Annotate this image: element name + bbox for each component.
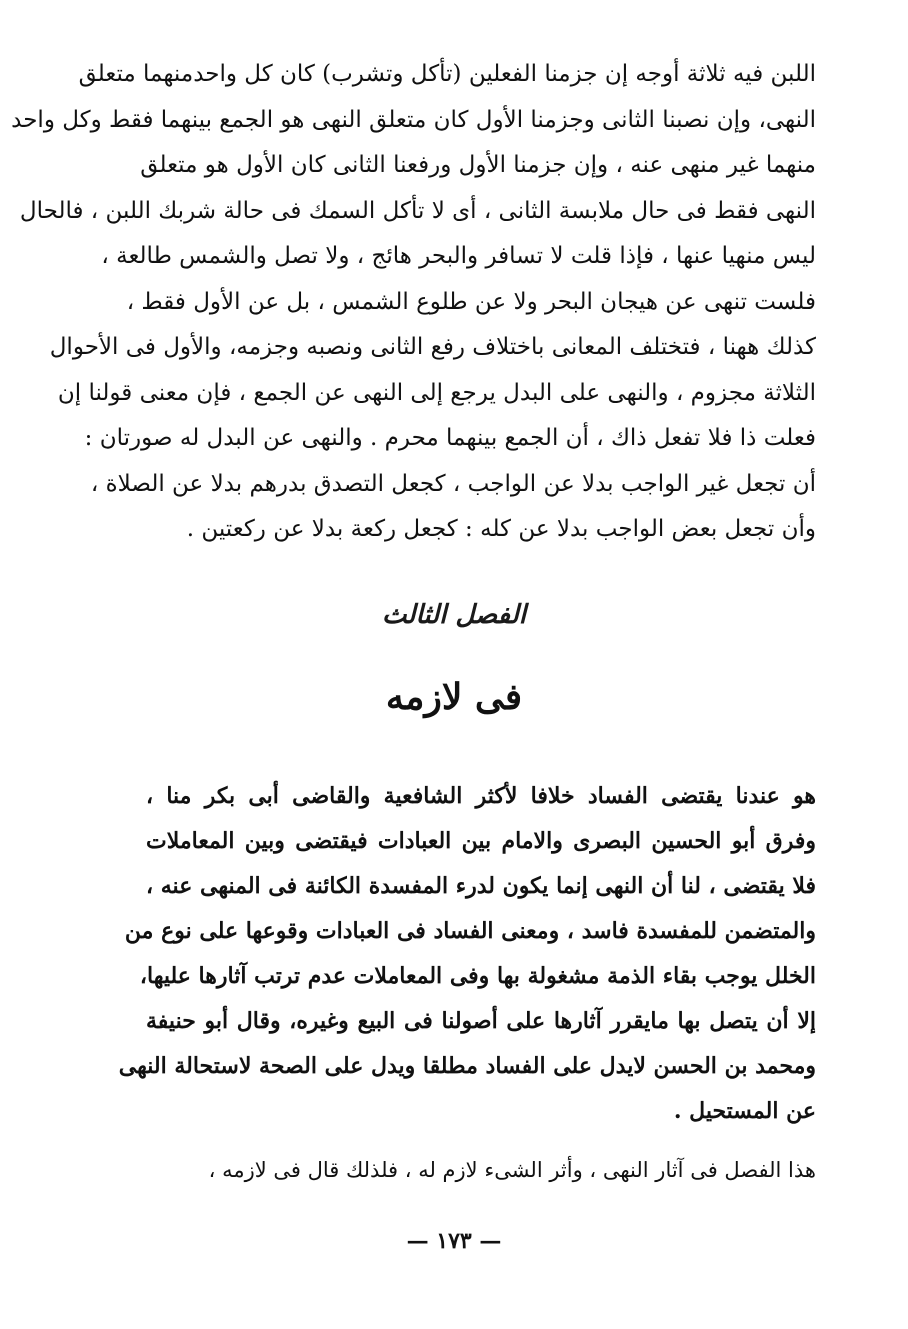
text-line: وفرق أبو الحسين البصرى والامام بين العبادات فيقتضى وبين المعاملات: [146, 828, 816, 854]
paragraph-corruption-ruling: [118, 774, 816, 1134]
text-line: عن المستحيل .: [673, 1098, 816, 1124]
text-line: الخلل يوجب بقاء الذمة مشغولة بها وفى المعاملات عدم ترتب آثارها عليها،: [139, 963, 816, 989]
text-line: ليس منهيا عنها ، فإذا قلت لا تسافر والبحر هائج ، ولا تصل والشمس طالعة ،: [101, 243, 816, 269]
text-line: والمتضمن للمفسدة فاسد ، ومعنى الفساد فى العبادات وقوعها على نوع من: [124, 918, 816, 944]
text-line: النهى، وإن نصبنا الثانى وجزمنا الأول كان متعلق النهى هو الجمع بينهما فقط وكل واحد: [11, 106, 816, 133]
paragraph-prohibition-cases: [11, 52, 816, 553]
chapter-title: الفصل الثالث: [382, 600, 526, 630]
text-line: هذا الفصل فى آثار النهى ، وأثر الشىء لازم له ، فلذلك قال فى لازمه ،: [208, 1158, 816, 1182]
text-line: منهما غير منهى عنه ، وإن جزمنا الأول ورفعنا الثانى كان الأول هو متعلق: [140, 152, 816, 178]
text-line: أن تجعل غير الواجب بدلا عن الواجب ، كجعل التصدق بدرهم بدلا عن الصلاة ،: [90, 470, 816, 497]
chapter-subtitle: فى لازمه: [385, 676, 523, 718]
text-line: فلست تنهى عن هيجان البحر ولا عن طلوع الشمس ، بل عن الأول فقط ،: [126, 288, 816, 315]
page-number: — ١٧٣ —: [406, 1228, 502, 1254]
text-line: وأن تجعل بعض الواجب بدلا عن كله : كجعل ركعة بدلا عن ركعتين .: [186, 516, 816, 542]
text-line: كذلك ههنا ، فتختلف المعانى باختلاف رفع الثانى ونصبه وجزمه، والأول فى الأحوال: [49, 334, 816, 360]
text-line: فلا يقتضى ، لنا أن النهى إنما يكون لدرء المفسدة الكائنة فى المنهى عنه ،: [146, 873, 816, 899]
text-line: ومحمد بن الحسن لايدل على الفساد مطلقا ويدل على الصحة لاستحالة النهى: [118, 1053, 816, 1079]
text-line: اللبن فيه ثلاثة أوجه إن جزمنا الفعلين (تأكل وتشرب) كان كل واحدمنهما متعلق: [78, 61, 816, 87]
text-line: النهى فقط فى حال ملابسة الثانى ، أى لا تأكل السمك فى حالة شربك اللبن ، فالحال: [19, 197, 816, 224]
text-line: إلا أن يتصل بها مايقرر آثارها على أصولنا فى البيع وغيره، وقال أبو حنيفة: [146, 1008, 816, 1034]
paragraph-commentary: [146, 1150, 816, 1190]
text-line: هو عندنا يقتضى الفساد خلافا لأكثر الشافعية والقاضى أبى بكر منا ،: [146, 783, 816, 809]
text-line: الثلاثة مجزوم ، والنهى على البدل يرجع إلى النهى عن الجمع ، فإن معنى قولنا إن: [57, 379, 816, 406]
text-line: فعلت ذا فلا تفعل ذاك ، أن الجمع بينهما محرم . والنهى عن البدل له صورتان :: [84, 425, 816, 451]
